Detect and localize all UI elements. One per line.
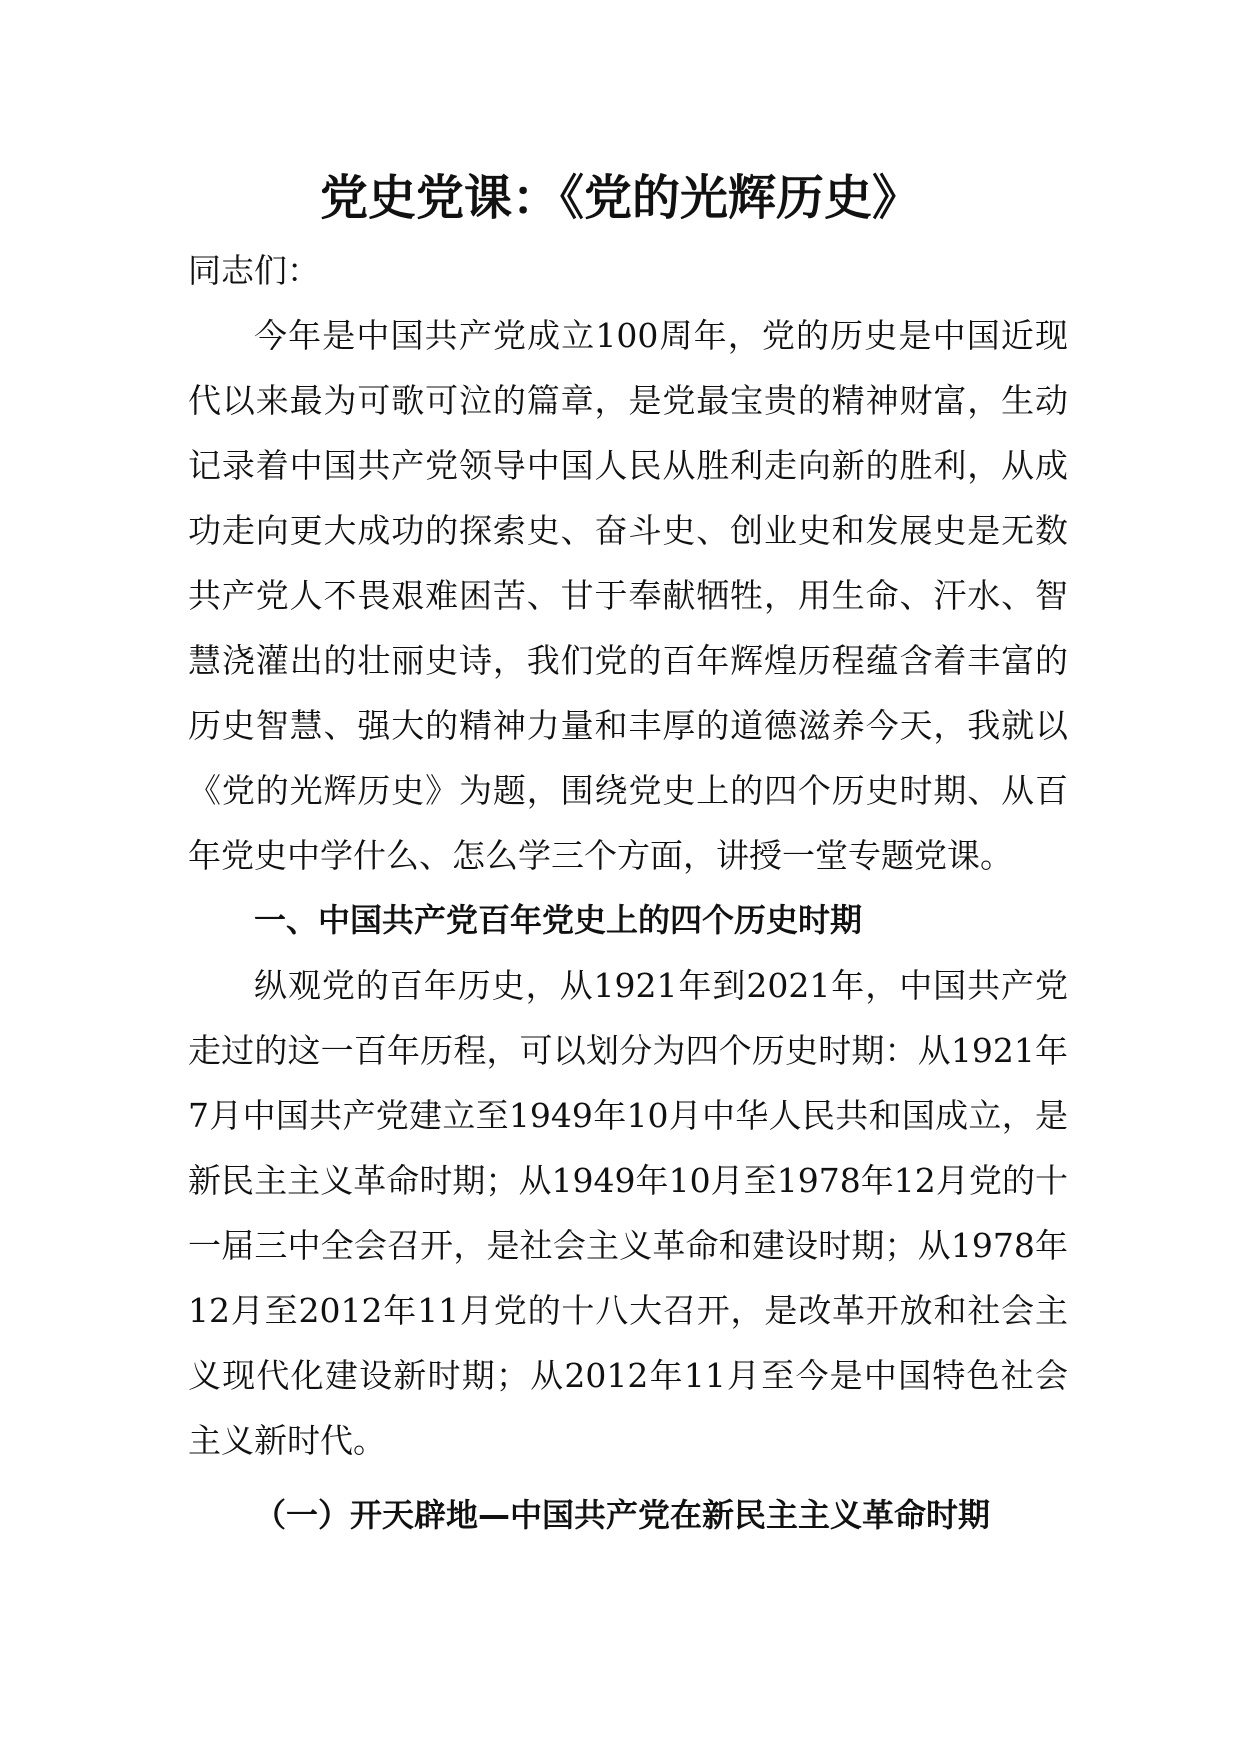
section-heading: 一、中国共产党百年党史上的四个历史时期 [254,901,863,939]
intro-paragraph: 今年是中国共产党成立100周年，党的历史是中国近现代以来最为可歌可泣的篇章，是党最宝贵的精神财富，生动记录着中国共产党领导中国人民从胜利走向新的胜利，从成功走向更大成功的探索史、奋斗史、创业史和发展史是无数共产党人不畏艰难困苦、甘于奉献牺牲，用生命、汗水、智慧浇灌出的壮丽史诗，我们党的百年辉煌历程蕴含着丰富的历史智慧、强大的精神力量和丰厚的道德滋养今天，我就以《党的光辉历史》为题，围绕党史上的四个历史时期、从百年党史中学什么、怎么学三个方面，讲授一堂专题党课。 [188,316,1068,875]
section-paragraph: 纵观党的百年历史，从1921年到2021年，中国共产党走过的这一百年历程，可以划分为四个历史时期：从1921年7月中国共产党建立至1949年10月中华人民共和国成立，是新民主主义革命时期；从1949年10月至1978年12月党的十一届三中全会召开，是社会主义革命和建设时期；从1978年12月至2012年11月党的十八大召开，是改革开放和社会主义现代化建设新时期；从2012年11月至今是中国特色社会主义新时代。 [188,966,1068,1460]
subsection-heading: （一）开天辟地—中国共产党在新民主主义革命时期 [254,1496,991,1534]
salutation: 同志们： [188,251,320,290]
document-body [188,238,1068,1548]
document-title: 党史党课：《党的光辉历史》 [319,170,920,226]
